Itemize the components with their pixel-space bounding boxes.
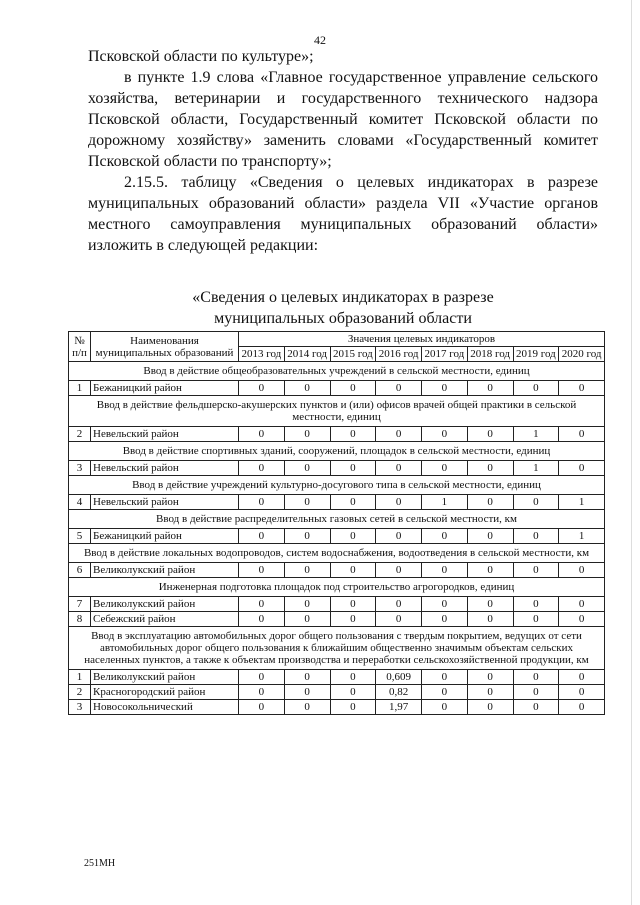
indicator-value: 0 (239, 685, 285, 700)
indicator-value: 0 (284, 700, 330, 715)
table-row (69, 381, 605, 396)
body-text (88, 46, 598, 256)
indicator-value: 0 (330, 612, 376, 627)
indicator-value: 1 (559, 529, 605, 544)
row-number: 1 (69, 381, 91, 396)
indicator-value: 1 (513, 427, 559, 442)
indicator-value: 0 (467, 700, 513, 715)
indicator-value: 0 (467, 381, 513, 396)
indicator-value: 0 (422, 612, 468, 627)
row-number: 5 (69, 529, 91, 544)
indicator-value: 0 (330, 529, 376, 544)
indicator-value: 0 (376, 381, 422, 396)
indicator-value: 0 (422, 685, 468, 700)
indicator-value: 0 (422, 670, 468, 685)
indicator-value: 0 (330, 670, 376, 685)
header-year: 2014 год (284, 347, 330, 362)
section-header-row (69, 510, 605, 529)
header-year: 2015 год (330, 347, 376, 362)
indicator-value: 0 (376, 461, 422, 476)
table-row (69, 685, 605, 700)
table-row (69, 700, 605, 715)
indicator-value: 0 (513, 685, 559, 700)
row-number: 1 (69, 670, 91, 685)
header-year: 2013 год (239, 347, 285, 362)
indicator-value: 0 (467, 670, 513, 685)
table-row (69, 495, 605, 510)
indicator-value: 0 (330, 597, 376, 612)
indicator-value: 0 (513, 381, 559, 396)
paragraph-3: 2.15.5. таблицу «Сведения о целевых индикаторах в разрезе муниципальных образований области» раздела VII «Участие органов местного самоуправления муниципальных образований области» изложить в следующей редакции: (88, 174, 598, 254)
paragraph-2: в пункте 1.9 слова «Главное государственное управление сельского хозяйства, ветеринарии и государственного технического надзора Псковской области, Государственный комитет Псковской области по дорожному хозяйству» заменить словами «Государственный комитет Псковской области по транспорту»; (88, 69, 598, 170)
section-header-row (69, 544, 605, 563)
indicator-value: 0 (559, 700, 605, 715)
indicator-value: 0 (330, 461, 376, 476)
row-number: 6 (69, 563, 91, 578)
table-row (69, 670, 605, 685)
indicator-value: 0 (239, 700, 285, 715)
table-title-line-1: «Сведения о целевых индикаторах в разрезе (192, 289, 494, 306)
indicator-value: 0 (467, 612, 513, 627)
section-title: Ввод в действие локальных водопроводов, систем водоснабжения, водоотведения в сельской местности, км (69, 544, 605, 563)
indicator-value: 0 (239, 529, 285, 544)
indicator-value: 0 (467, 495, 513, 510)
indicator-value: 0 (513, 597, 559, 612)
indicator-value: 0 (376, 495, 422, 510)
indicator-value: 0 (422, 563, 468, 578)
indicator-value: 0 (559, 563, 605, 578)
indicator-value: 0 (467, 597, 513, 612)
section-title: Ввод в действие общеобразовательных учреждений в сельской местности, единиц (69, 362, 605, 381)
municipality-name: Невельский район (91, 427, 239, 442)
page-number: 42 (314, 33, 326, 47)
indicator-value: 0 (239, 563, 285, 578)
municipality-name: Великолукский район (91, 670, 239, 685)
section-title: Инженерная подготовка площадок под строительство агрогородков, единиц (69, 578, 605, 597)
indicator-value: 0 (239, 612, 285, 627)
indicator-value: 0 (513, 700, 559, 715)
indicator-value: 0 (330, 495, 376, 510)
indicator-value: 0 (239, 381, 285, 396)
header-year: 2017 год (422, 347, 468, 362)
municipality-name: Великолукский район (91, 563, 239, 578)
header-name: Наименования муниципальных образований (91, 332, 239, 362)
section-header-row (69, 362, 605, 381)
section-header-row (69, 627, 605, 670)
section-header-row (69, 396, 605, 427)
municipality-name: Невельский район (91, 461, 239, 476)
section-title: Ввод в действие распределительных газовых сетей в сельской местности, км (69, 510, 605, 529)
indicator-value: 0 (559, 670, 605, 685)
municipality-name: Великолукский район (91, 597, 239, 612)
header-values: Значения целевых индикаторов (239, 332, 605, 347)
indicator-value: 0 (284, 563, 330, 578)
indicator-value: 0 (239, 427, 285, 442)
table-title-line-2: муниципальных образований области (214, 310, 472, 327)
indicator-value: 0 (422, 427, 468, 442)
indicator-value: 0 (513, 670, 559, 685)
section-title: Ввод в эксплуатацию автомобильных дорог общего пользования с твердым покрытием, ведущих от сети автомобильных дорог общего пользования к ближайшим общественно значимым объектам сельских населенных пунктов, а также к объектам производства и переработки сельскохозяйственной продукции, км (69, 627, 605, 670)
table-row (69, 461, 605, 476)
indicator-value: 0 (239, 461, 285, 476)
indicator-value: 0 (284, 381, 330, 396)
indicator-value: 1 (513, 461, 559, 476)
indicator-value: 0 (376, 529, 422, 544)
paragraph-1: Псковской области по культуре»; (88, 48, 314, 65)
indicator-value: 0 (239, 597, 285, 612)
table-body (69, 362, 605, 715)
indicator-value: 0 (559, 685, 605, 700)
indicator-value: 0 (422, 700, 468, 715)
municipality-name: Бежаницкий район (91, 529, 239, 544)
table-row (69, 612, 605, 627)
municipality-name: Себежский район (91, 612, 239, 627)
indicator-value: 0 (239, 495, 285, 510)
row-number: 7 (69, 597, 91, 612)
table-row (69, 563, 605, 578)
municipality-name: Красногородский район (91, 685, 239, 700)
row-number: 4 (69, 495, 91, 510)
indicator-value: 0 (330, 700, 376, 715)
row-number: 8 (69, 612, 91, 627)
section-header-row (69, 476, 605, 495)
section-title: Ввод в действие спортивных зданий, сооружений, площадок в сельской местности, единиц (69, 442, 605, 461)
municipality-name: Новосокольнический (91, 700, 239, 715)
header-year: 2018 год (467, 347, 513, 362)
table-title (88, 287, 598, 329)
indicator-value: 0 (376, 563, 422, 578)
header-year: 2016 год (376, 347, 422, 362)
indicator-value: 0 (422, 597, 468, 612)
indicator-value: 0 (284, 685, 330, 700)
indicator-value: 0 (467, 461, 513, 476)
indicator-value: 0 (284, 670, 330, 685)
indicator-value: 0 (376, 427, 422, 442)
indicator-value: 0 (467, 563, 513, 578)
header-num: № п/п (69, 332, 91, 362)
indicator-value: 0 (467, 529, 513, 544)
indicator-value: 0 (330, 381, 376, 396)
indicator-value: 0 (513, 563, 559, 578)
indicator-value: 0 (467, 427, 513, 442)
row-number: 2 (69, 685, 91, 700)
scan-margin-line (631, 0, 632, 905)
indicator-value: 0 (284, 427, 330, 442)
indicator-value: 0 (559, 612, 605, 627)
indicator-value: 0 (284, 461, 330, 476)
indicator-value: 0 (284, 597, 330, 612)
section-title: Ввод в действие фельдшерско-акушерских пунктов и (или) офисов врачей общей практики в сельской местности, единиц (69, 396, 605, 427)
indicator-value: 0 (513, 529, 559, 544)
table-row (69, 597, 605, 612)
indicator-value: 0,82 (376, 685, 422, 700)
section-header-row (69, 578, 605, 597)
indicator-value: 0 (559, 461, 605, 476)
indicators-table (68, 331, 605, 715)
indicator-value: 0,609 (376, 670, 422, 685)
table-row (69, 529, 605, 544)
indicator-value: 0 (284, 529, 330, 544)
municipality-name: Бежаницкий район (91, 381, 239, 396)
indicator-value: 0 (376, 597, 422, 612)
indicator-value: 0 (513, 612, 559, 627)
indicator-value: 0 (467, 685, 513, 700)
table-row (69, 427, 605, 442)
section-header-row (69, 442, 605, 461)
header-year: 2019 год (513, 347, 559, 362)
indicator-value: 0 (284, 612, 330, 627)
municipality-name: Невельский район (91, 495, 239, 510)
indicator-value: 1,97 (376, 700, 422, 715)
indicator-value: 1 (559, 495, 605, 510)
indicator-value: 0 (239, 670, 285, 685)
indicator-value: 1 (422, 495, 468, 510)
header-year: 2020 год (559, 347, 605, 362)
row-number: 3 (69, 461, 91, 476)
indicator-value: 0 (559, 597, 605, 612)
section-title: Ввод в действие учреждений культурно-досугового типа в сельской местности, единиц (69, 476, 605, 495)
indicator-value: 0 (513, 495, 559, 510)
indicator-value: 0 (422, 381, 468, 396)
indicator-value: 0 (330, 563, 376, 578)
footer-code: 251МН (84, 858, 116, 869)
row-number: 2 (69, 427, 91, 442)
indicator-value: 0 (284, 495, 330, 510)
indicator-value: 0 (559, 427, 605, 442)
indicator-value: 0 (559, 381, 605, 396)
row-number: 3 (69, 700, 91, 715)
indicator-value: 0 (422, 529, 468, 544)
indicator-value: 0 (330, 685, 376, 700)
indicator-value: 0 (330, 427, 376, 442)
indicator-value: 0 (376, 612, 422, 627)
indicator-value: 0 (422, 461, 468, 476)
